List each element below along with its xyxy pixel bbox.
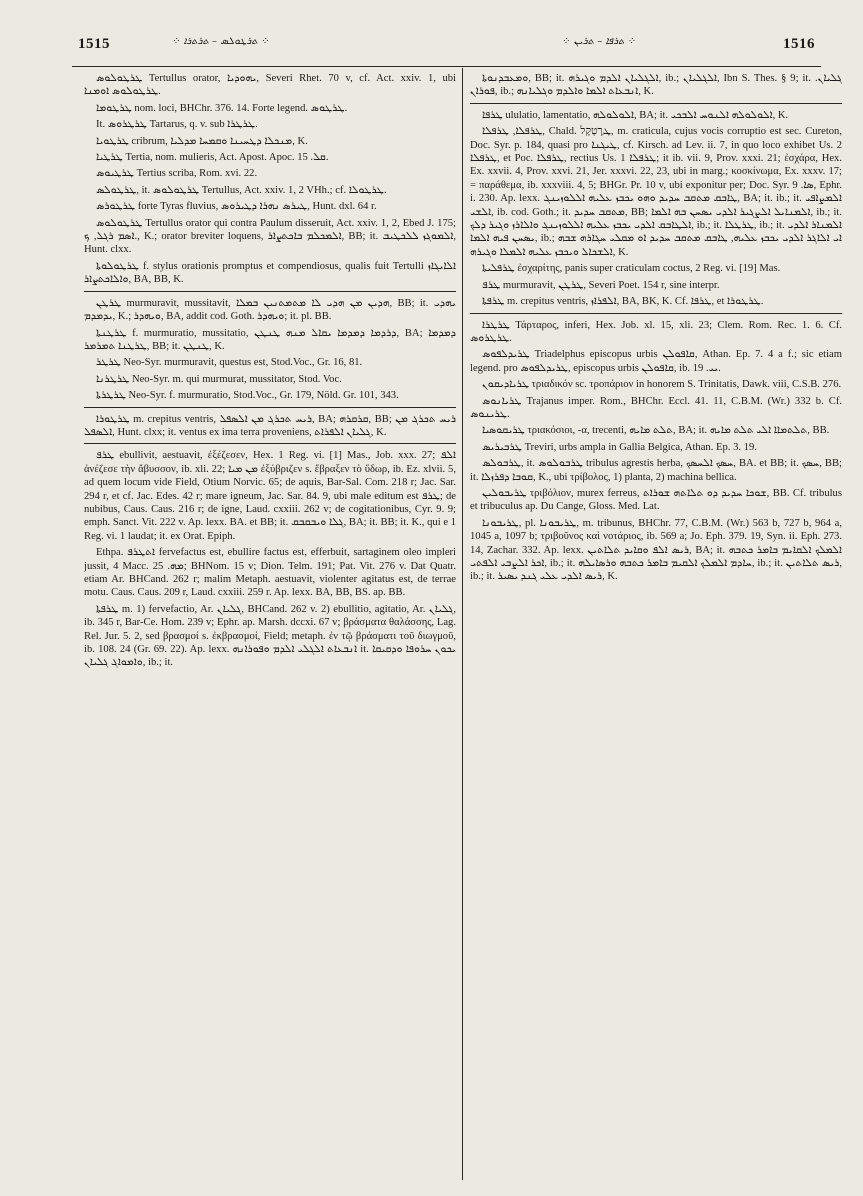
dictionary-entry: ܛܪܛܪ Neo-Syr. murmuravit, questus est, Stod.Voc., Gr. 16, 81. [96, 357, 363, 369]
dictionary-entry: ܛܪܛܘܡܐ nom. loci, BHChr. 376. 14. Forte legend. ܛܪܛܘܣ. [96, 102, 348, 114]
dictionary-entry: ܛܪܛܢ murmuravit, mussitavit, ܗܕܝܢ ܡܢ ܗܕܝ ܠܐ ܡܬܡܬܢܝܢ ܒܡܠܐ, BB; it. ܝܗܕܝ ܝܕܡܕܡ, K.; ܘܝܗܕܪ, BA, addit cod. Goth. ܘܝܗܕܪ; it. pl. BB. [84, 297, 456, 323]
dictionary-entry: ܛܪܒܝܪܝܣ Treviri, urbs ampla in Gallia Belgica, Athan. Ep. 3. 19. [482, 441, 757, 453]
dictionary-entry: ܛܪܛܘܠܘܣ Tertullus orator, ܝܗܘܕܝܐ, Severi Rhet. 70 v, cf. Act. xxiv. 1, ubi ܛܪܛܘܠܘܣ ܐܘܡܢܐ. [84, 73, 456, 98]
section-rule [470, 103, 842, 104]
dictionary-entry: ܛܪܦ ebullivit, aestuavit, ἐξέζεσεν, Hex. 1 Reg. vi. [1] Mas., Job. xxx. 27; ܐܠܦ ἀνέζεσε τὴν ἄβυσσον, ib. xli. 22; ܡܢ ܡܝܐ ἐξύβριζεν s. ἔβραξεν τὸ ὕδωρ, ib. Ez. xlvii. 5, ad quem locum vide Field, Otium Norvic. 65; de aquis, Bar-Sal. Com. 218 r; Jac. Sar. 294 r, et cf. Jac. Edes. 42 r; mare igneum, Jac. Sar. 84. 9, ubi male editum est ܛܪܦ; de nubibus, Caus. Caus. 216 r; de igne, Laud. cxxiii. 262 v; de cogitationibus, Cyr. 9. 9; emph. Sanct. Vit. 222 v. Ap. lexx. BA. et BB; it. ܓܠܐ ܘܝܒܩܒܩ, BA; it. BB; it. K., qui e 1 Reg. vi. 1 laudat; it. ex Orat. Epiph. [84, 450, 456, 542]
right-column [470, 72, 842, 1180]
dictionary-entry: ܛܪܛܝܘܣ Tertius scriba, Rom. xvi. 22. [96, 168, 258, 180]
page-header [0, 28, 863, 64]
dictionary-entry: ܛܪܦܠܐ, ܛܪܦܠܐ, Chald. ܛַרְטְקָל, m. craticula, cujus vocis corruptio est sec. Cureton, Doc. Syr. p. 184, quasi pro ܛܝܓܢܐ, cf. Kirsch. ad Lev. ii. 7, in quo loco exhibet Us. 2 ܛܪܦܠܐ, et Poc. ܛܪܦܠܐ, rectius Us. 1 ܛܪܦܠܐ; it ib. vii. 9, Prov. xxxi. 21; ἐσχάρα, Hex. Ex. xxvii. 4, Prov. xxvi. 21, Jer. xxxvi. 22, 23, ubi in marg.; κοσκίνωμα, Ex. xxxv. 17; = παράθεμα, ib. xxxviii. 4, 5; BHGr. Pr. 10 v, ubi exponitur per; Doc. Syr. ܣܐ. 9, Ephr. i. 230. Ap. lexx. ܛܐܒܩ ܡܬܩܒ ܚܕܝܕ ܘܗܘ ܝܟܒܙ ܥܠܝܗ ܐܠܠܘܙܝܢܓ, BA; it. ib.; it. ܐܠܡܨܐܦܝ ܐܠܫܝ, ib. cod. Goth.; it. ܡܬܩܒ ܚܕܝܕ, BB; ܐܠܡܢܐܝܠ ܐܠܨܓܝܪ ܐܠܕܝ ܝܣܚܢ ܒܗ ܐܠܡܐ, ib.; it. ܐܠܛܐܒܩ ܐܠܕܝ ܝܟܒܙ ܥܠܝܗ ܐܠܠܘܙܝܢܓ ܘܐܠܐܪܙ ܘܓܝܪ ܕܠܟ, ib.; it. ܛܪܛܠܐ, ib.; it. ܐܠܡܢܐܪ ܐܠܕܝ ܝܣܚܢ ܦܝܗ ܐܠܡܐ, ib.; ܐܝ ܐܠܐܓܪ ܐܠܕܝ ܝܟܒܙ ܥܠܝܗ, ܛܐܒܩ ܡܬܩܒ ܚܕܝܕ ܐܘ ܡܩܠܝ ܚܓܐܪܗ ܫܒܗ ܐܠܫܟܐܠ ܘܝܟܒܙ ܥܠܝܗ ܐܠܡܠܐ ܘܓܝܪܗ, K. [470, 126, 842, 258]
dictionary-entry: ܛܪܛܪܢܐ Neo-Syr. m. qui murmurat, mussitator, Stod. Voc. [96, 373, 342, 385]
dictionary-entry: ܛܪܦ murmuravit, ܛܪܛܢ, Severi Poet. 154 r, sine interpr. [482, 279, 720, 291]
dictionary-entry: ܛܪܒܘܠܣ, it. ܛܪܒܘܠܘܣ tribulus agrestis herba, ܚܣܟ ܐܠܚܣܟ, BA. et BB; it. ܚܣܟ, BB; it. ܩܘܒܐ ܕܦܪܙܠܐ, K., ubi τρίβολος, 1) planta, 2) machina bellica. [470, 458, 842, 483]
dictionary-entry: ܛܪܛܝܐ Tertia, nom. mulieris, Act. Apost. Apoc. ܩܠ. 15. [96, 152, 329, 164]
dictionary-entry: ܘܡܥܒܕܢܘܬܐ, BB; it. ܐܠܓܠܝܐܢ ܐܠܕܡ ܘܓܝܪܗ, ib.; ܐܠܓܠܝܐܢ, Ibn S. Thes. § 9; it. ܓܠܝܐܢ. ܦܘܪܐܢ, ib.; ܐܢܒܥܐܬ ܐܠܡܐ ܘܐܠܕܡ ܘܓܠܝܐܢܗ, K. [470, 73, 842, 98]
header-rule [72, 66, 821, 67]
dictionary-entry: ܛܪܝܐܕܝܩܘܢ τριαδικόν sc. τροπάριον in honorem S. Trinitatis, Dawk. viii, C.S.B. 276. [482, 379, 842, 391]
dictionary-entry: ܛܪܦܬܐ m. 1) fervefactio, Ar. ܓܠܝܐܢ, BHCand. 262 v. 2) ebullitio, agitatio, Ar. ܓܠܝܐܢ, ib. 345 r, Bar-Ce. Hom. 239 v; Ephr. ap. Marsh. dccxi. 67 v; βράσματα θαλάσσης, Lag. Rel. Jur. 5. 2, sed βρασμοί s. ἐκβρασμοί, Field; metaph. ἐν τῷ βράσματι τοῦ διωγμοῦ, ib. 108. 24 (Gr. 69. 22). Ap. lexx. ܐܢܒܥܐܬ ܐܠܓܠܝ ܐܠܕܡ ܘܦܘܪܐܢܗ it. ܝܟܘܢ ܚܪܘܦܐ ܘܕܩܝܩܐ ܘܐܡܘܐܓ ܓܠܝܐܢ, ib.; it. [84, 603, 456, 669]
dictionary-entry: ܛܪܛܘܪܐ m. crepitus ventris, ܪܝܚ ܬܟܪܓ ܡܢ ܐܠܣܦܠ, BA; ܩܪܩܪܗ, BB; ܪܝܚ ܬܟܪܓ ܡܢ ܐܠܣܦܠ, Hunt. clxx; it. ventus ex ima terra proveniens, ܓܠܝܐܢ ܐܠܦܪܐܬ, K. [84, 413, 456, 438]
left-column [84, 72, 456, 1180]
dictionary-entry: Ethpa. ܐܬܛܪܦ fervefactus est, ebullire factus est, efferbuit, sartaginem oleo impleri jussit, 4 Macc. ܡܗ. 25; BHNom. 15 v; Dion. Telm. 191; Pat. Vit. 276 v. Dat Quatr. etiam Ar. BHCand. 262 r; malim Metaph. aestuavit, violenter agitatus est, de terrae motu. Caus. Caus. 209 r, Laud. cxxiii. 259 r. Ap. lexx. BA, BB, BS. ap. BB. [84, 547, 456, 599]
dictionary-entry: ܛܪܛܘܝܐ cribrum, ܡܢܟܠܐ ܕܛܚܝܢܐ ܘܩܡܚܐ ܡܕܠܝܐ, K. [96, 135, 308, 147]
right-running-head: ⁘ ܬܪܦܐ – ܬܪܝܢ ⁘ [562, 36, 637, 47]
dictionary-entry: ܛܪܛܘܪܣ forte Tyras fluvius, ܛܝܪܣ ܢܗܪܐ ܕܛܝܪܘܣ, Hunt. dxl. 64 r. [96, 201, 377, 213]
dictionary-entry: ܛܪܦܠܝܬܐ ἐσχαρίτης, panis super craticulam coctus, 2 Reg. vi. [19] Mas. [482, 263, 781, 275]
dictionary-entry: ܛܪܝܕܠܦܘܣ Triadelphus episcopus urbis ܩܐܦܘܠܢ, Athan. Ep. 7. 4 a f.; sic etiam legend. pro ܛܪܝܕܠܦܘܣ, episcopus urbis ܩܐܦܘܠܢ, ib. ܝܝ. 19. [470, 349, 842, 374]
dictionary-entry: ܛܪܛܘܠܣ, it. ܛܪܛܘܠܘܣ Tertullus, Act. xxiv. 1, 2 VHh.; cf. ܛܪܛܘܠܐ. [96, 184, 387, 196]
dictionary-entry: ܛܪܛܪܐ Τάρταρος, inferi, Hex. Job. xl. 15, xli. 23; Clem. Rom. Rec. 1. 6. Cf. ܛܪܛܪܘܣ. [470, 319, 842, 344]
dictionary-entry: ܛܪܝܒܘܠܝܢ τριβόλιον, murex ferreus, ܫܘܟܐ ܚܕܝܕ ܕܘ ܬܠܐܬܗ ܫܘܪܐܬ, BB. Cf. tribulus et tribuculus ap. Du Cange, Gloss. Med. Lat. [470, 487, 842, 513]
dictionary-entry: ܛܪܝܩܘܣܝܐ τριακόσιοι, -α, trecenti, ܬܠܬ ܡܐܝܗ, BA; it. ܬܠܬܡܐܐ ܐܠܝ ܬܠܬ ܡܐܝܗ, BB. [482, 425, 830, 437]
dictionary-entry: ܛܪܛܢܬܐ f. murmuratio, mussitatio, ܕܪܕܡܐ ܕܡܕܡܐ ܝܩܐܠ ܡܢܗ ܛܢܛܢ, BA; ܕܡܕܡܐ ܛܪܛܢܐ ܬܡܪܡܪ, BB; it. ܛܢܛܢ, K. [84, 327, 456, 352]
dictionary-entry: ܛܪܦܬܐ m. crepitus ventris, ܐܠܦܪܐܙ, BA, BK, K. Cf. ܛܪܦܐ, et ܛܪܛܘܪܐ. [482, 296, 764, 308]
right-page-number: 1516 [783, 36, 815, 52]
dictionary-entry: ܛܪܛܘܠܘܬܐ f. stylus orationis promptus et compendiosus, qualis fuit Tertulli ܐܠܐܝܓܐܙ ܘܐܠܐܟܬܨܐܪ, BA, BB, K. [84, 260, 456, 286]
section-rule [84, 407, 456, 408]
left-running-head: ⁘ ܬܪܛܘܠܣ – ܬܪܬܪܐ ⁘ [172, 36, 270, 47]
dictionary-entry: ܛܪܝܐܢܘܣ Trajanus imper. Rom., BHChr. Eccl. 41. 11, C.B.M. (Wr.) 332 b. Cf. ܛܪܝܢܘܣ. [470, 395, 842, 420]
dictionary-entry: ܛܪܝܒܘܢܐ, pl. ܛܪܝܒܘܢܐ, m. tribunus, BHChr. 77, C.B.M. (Wr.) 563 b, 727 b, 964 a, 1045 a, 1097 b; τριβοῦνος καὶ νοτάριος, ib. 569 a; Jo. Eph. 379. 19, Syn. ii. Eph. 273. 14, Zachar. 332. Ap. lexx. ܪܝܣ ܐܠܦ ܘܩܐܝܕ ܬܠܐܬܝܢ, BA; it. ܐܠܡܠܟ ܐܠܩܐܝܡ ܒܐܡܪ ܟܬܒܗ ܐܟܪ ܐܠܨܒܝ ܐܠܦܬܝ, ib.; it. ܚܐܕܡ ܐܠܡܠܟ ܐܠܩܝܡ ܒܐܡܪ ܟܬܒܗ ܘܪܣܐܝܠܗ, ib.; it. ܪܝܣ ܬܠܐܬܝܢ, ib.; it. ܪܝܣ ܐܠܕܝ ܥܠܝ ܓܢܕ ܝܣܝܪ, K. [470, 517, 842, 583]
dictionary-entry: ܛܪܦܐ ululatio, lamentatio, ܐܠܘܠܘܠܗ, BA; it. ܐܠܘܠܘܠܗ ܐܠܢܘܚ ܐܠܒܟܝ, K. [482, 109, 789, 121]
left-page-number: 1515 [78, 36, 110, 52]
dictionary-entry: ܛܪܛܪܬܐ Neo-Syr. f. murmuratio, Stod.Voc., Gr. 179, Nöld. Gr. 101, 343. [96, 390, 399, 402]
section-rule [470, 313, 842, 314]
dictionary-entry: It. ܛܪܛܪܘܣ Tartarus, q. v. sub ܛܪܛܪܐ. [96, 119, 258, 131]
dictionary-entry: ܛܪܛܘܠܘܣ Tertullus orator qui contra Paulum disseruit, Act. xxiv. 1, 2, Ebed J. 175; ܐܣܡ ܪܓܠ, ܟ., K.; orator breviter loquens, ܐܠܡܟܠܡ ܒܐܟܬܨܐܪ, BB; it. ܐܠܡܘܓܙ ܠܠܟܛܝܒ, Hunt. clxx. [84, 217, 456, 256]
column-divider [462, 68, 463, 1180]
section-rule [84, 443, 456, 444]
section-rule [84, 291, 456, 292]
